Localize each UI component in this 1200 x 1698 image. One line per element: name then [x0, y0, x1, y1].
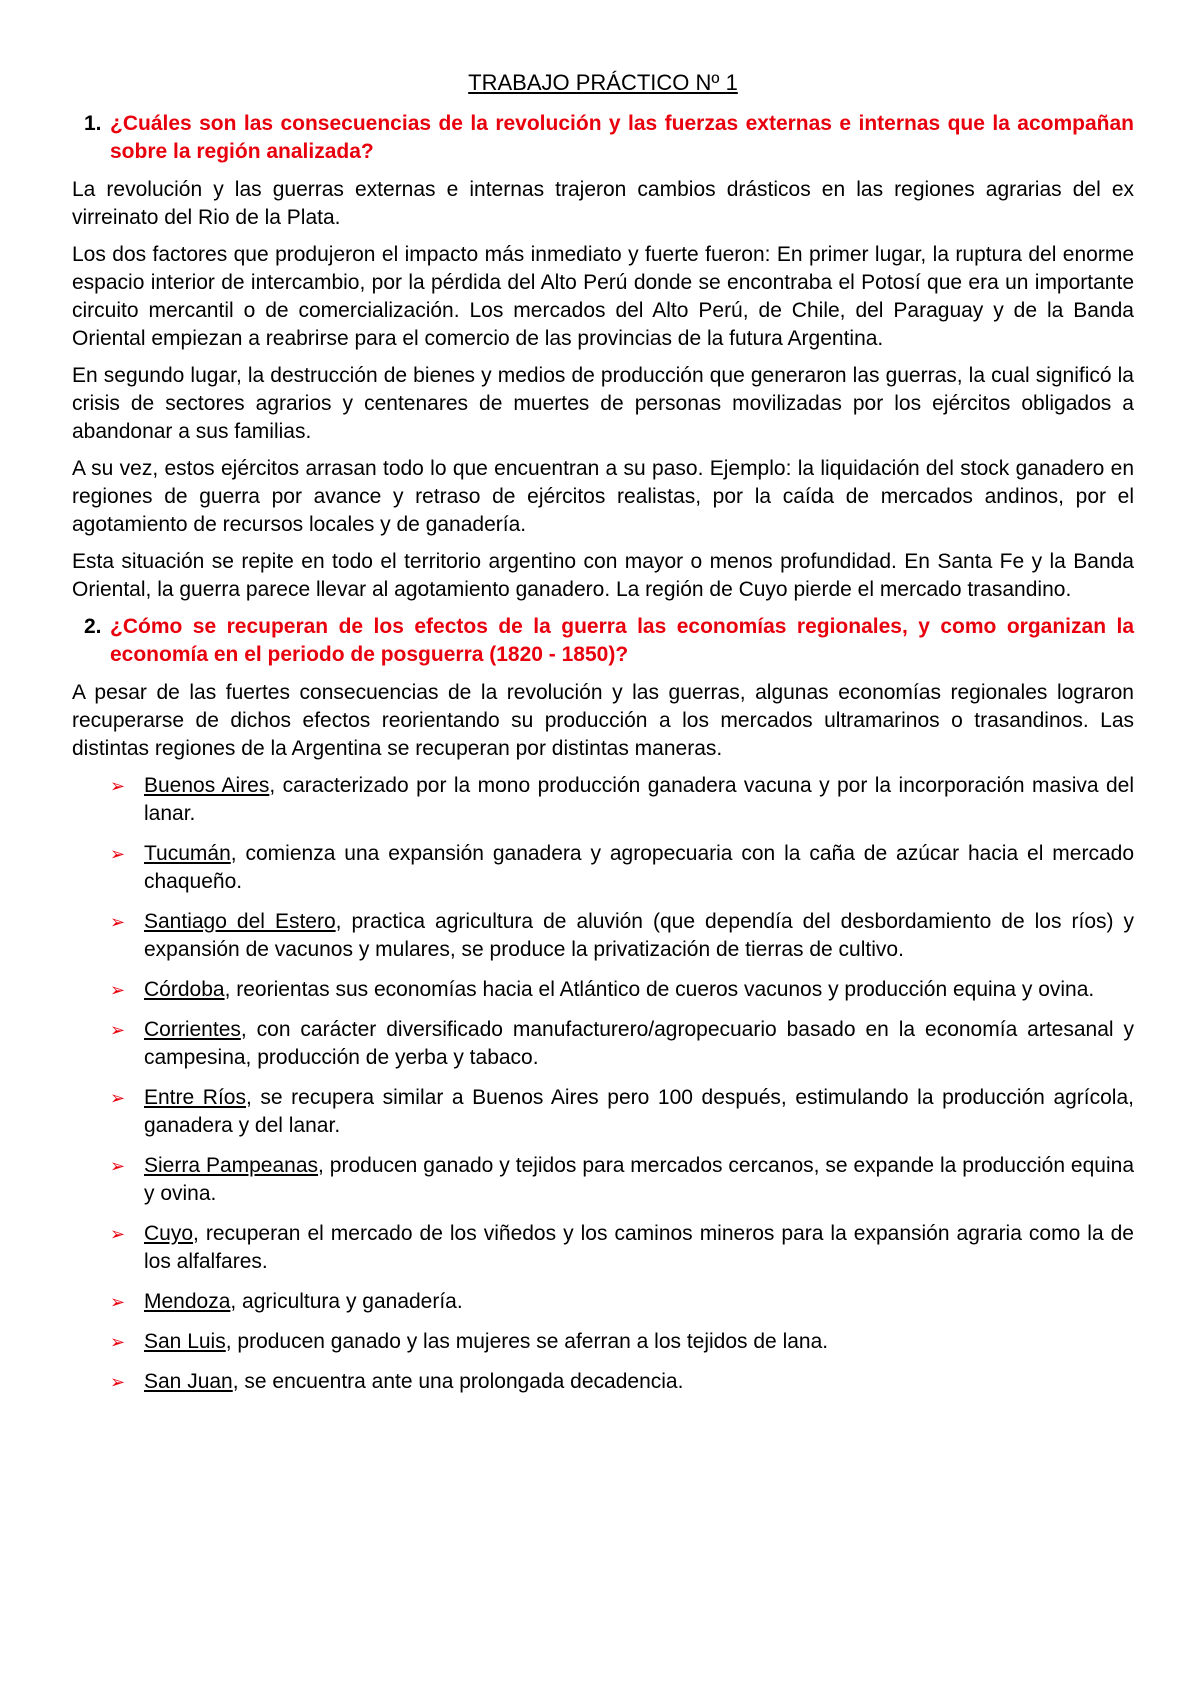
- region-name: San Luis: [144, 1330, 226, 1353]
- paragraph: Los dos factores que produjeron el impacto más inmediato y fuerte fueron: En primer lugar, la ruptura del enorme espacio interior de intercambio, por la pérdida del Alto Perú donde se encontraba el Potosí que era un importante circuito mercantil o de comercialización. Los mercados del Alto Perú, de Chile, del Paraguay y de la Banda Oriental empiezan a reabrirse para el comercio de las provincias de la futura Argentina.: [72, 243, 1134, 350]
- region-description: , caracterizado por la mono producción ganadera vacuna y por la incorporación masiva del lanar.: [144, 774, 1134, 825]
- region-name: Corrientes: [144, 1018, 241, 1041]
- region-description: , comienza una expansión ganadera y agropecuaria con la caña de azúcar hacia el mercado chaqueño.: [144, 842, 1134, 893]
- region-name: Santiago del Estero: [144, 910, 336, 933]
- paragraph: Esta situación se repite en todo el territorio argentino con mayor o menos profundidad. En Santa Fe y la Banda Oriental, la guerra parece llevar al agotamiento ganadero. La región de Cuyo pierde el mercado trasandino.: [72, 550, 1134, 601]
- list-item: [72, 1016, 1134, 1072]
- list-item: [72, 1368, 1134, 1396]
- question-2-text: ¿Cómo se recuperan de los efectos de la guerra las economías regionales, y como organizan la economía en el periodo de posguerra (1820 - 1850)?: [110, 615, 1134, 666]
- arrow-bullet-icon: ➢: [110, 1292, 126, 1312]
- list-item: [72, 1152, 1134, 1208]
- arrow-bullet-icon: ➢: [110, 1372, 126, 1392]
- paragraph: La revolución y las guerras externas e internas trajeron cambios drásticos en las regiones agrarias del ex virreinato del Rio de la Plata.: [72, 178, 1134, 229]
- region-name: San Juan: [144, 1370, 233, 1393]
- paragraph: A su vez, estos ejércitos arrasan todo lo que encuentran a su paso. Ejemplo: la liquidación del stock ganadero en regiones de guerra por avance y retraso de ejércitos realistas, por la caída de mercados andinos, por el agotamiento de recursos locales y de ganadería.: [72, 457, 1134, 536]
- region-description: , producen ganado y las mujeres se aferran a los tejidos de lana.: [225, 1330, 829, 1353]
- region-description: , recuperan el mercado de los viñedos y los caminos mineros para la expansión agraria como la de los alfalfares.: [144, 1222, 1134, 1273]
- arrow-bullet-icon: ➢: [110, 1088, 126, 1108]
- region-description: , practica agricultura de aluvión (que dependía del desbordamiento de los ríos) y expansión de vacunos y mulares, se produce la privatización de tierras de cultivo.: [144, 910, 1134, 961]
- list-item: [72, 976, 1134, 1004]
- list-item: [72, 772, 1134, 828]
- arrow-bullet-icon: ➢: [110, 844, 126, 864]
- region-name: Buenos Aires: [144, 774, 270, 797]
- region-description: , con carácter diversificado manufacturero/agropecuario basado en la economía artesanal y campesina, producción de yerba y tabaco.: [144, 1018, 1134, 1069]
- region-name: Mendoza: [144, 1290, 231, 1313]
- paragraph: A pesar de las fuertes consecuencias de la revolución y las guerras, algunas economías regionales lograron recuperarse de dichos efectos reorientando su producción a los mercados ultramarinos o trasandinos. Las distintas regiones de la Argentina se recuperan por distintas maneras.: [72, 681, 1134, 760]
- paragraph: En segundo lugar, la destrucción de bienes y medios de producción que generaron las guerras, la cual significó la crisis de sectores agrarios y centenares de muertes de personas movilizadas por los ejércitos obligados a abandonar a sus familias.: [72, 364, 1134, 443]
- region-name: Córdoba: [144, 978, 225, 1001]
- arrow-bullet-icon: ➢: [110, 776, 126, 796]
- document-page: [72, 70, 1134, 1408]
- list-item: [72, 1288, 1134, 1316]
- list-item: [72, 908, 1134, 964]
- list-item: [72, 1220, 1134, 1276]
- region-description: , se recupera similar a Buenos Aires pero 100 después, estimulando la producción agrícola, ganadera y del lanar.: [144, 1086, 1134, 1137]
- list-item: [72, 1328, 1134, 1356]
- region-name: Entre Ríos: [144, 1086, 246, 1109]
- regions-list: [72, 772, 1134, 1396]
- arrow-bullet-icon: ➢: [110, 1156, 126, 1176]
- question-2-number: 2.: [84, 615, 102, 638]
- region-name: Sierra Pampeanas: [144, 1154, 319, 1177]
- question-1: [72, 110, 1134, 166]
- arrow-bullet-icon: ➢: [110, 980, 126, 1000]
- region-description: , reorientas sus economías hacia el Atlántico de cueros vacunos y producción equina y ovina.: [224, 978, 1095, 1001]
- arrow-bullet-icon: ➢: [110, 1020, 126, 1040]
- region-name: Cuyo: [144, 1222, 194, 1245]
- region-description: , agricultura y ganadería.: [230, 1290, 463, 1313]
- list-item: [72, 840, 1134, 896]
- list-item: [72, 1084, 1134, 1140]
- question-2: [72, 613, 1134, 669]
- document-title: TRABAJO PRÁCTICO Nº 1: [468, 70, 738, 95]
- region-name: Tucumán: [144, 842, 231, 865]
- question-1-text: ¿Cuáles son las consecuencias de la revolución y las fuerzas externas e internas que la acompañan sobre la región analizada?: [110, 112, 1134, 163]
- arrow-bullet-icon: ➢: [110, 1224, 126, 1244]
- question-1-number: 1.: [84, 112, 102, 135]
- arrow-bullet-icon: ➢: [110, 1332, 126, 1352]
- arrow-bullet-icon: ➢: [110, 912, 126, 932]
- region-description: , se encuentra ante una prolongada decadencia.: [232, 1370, 684, 1393]
- region-description: , producen ganado y tejidos para mercados cercanos, se expande la producción equina y ovina.: [144, 1154, 1134, 1205]
